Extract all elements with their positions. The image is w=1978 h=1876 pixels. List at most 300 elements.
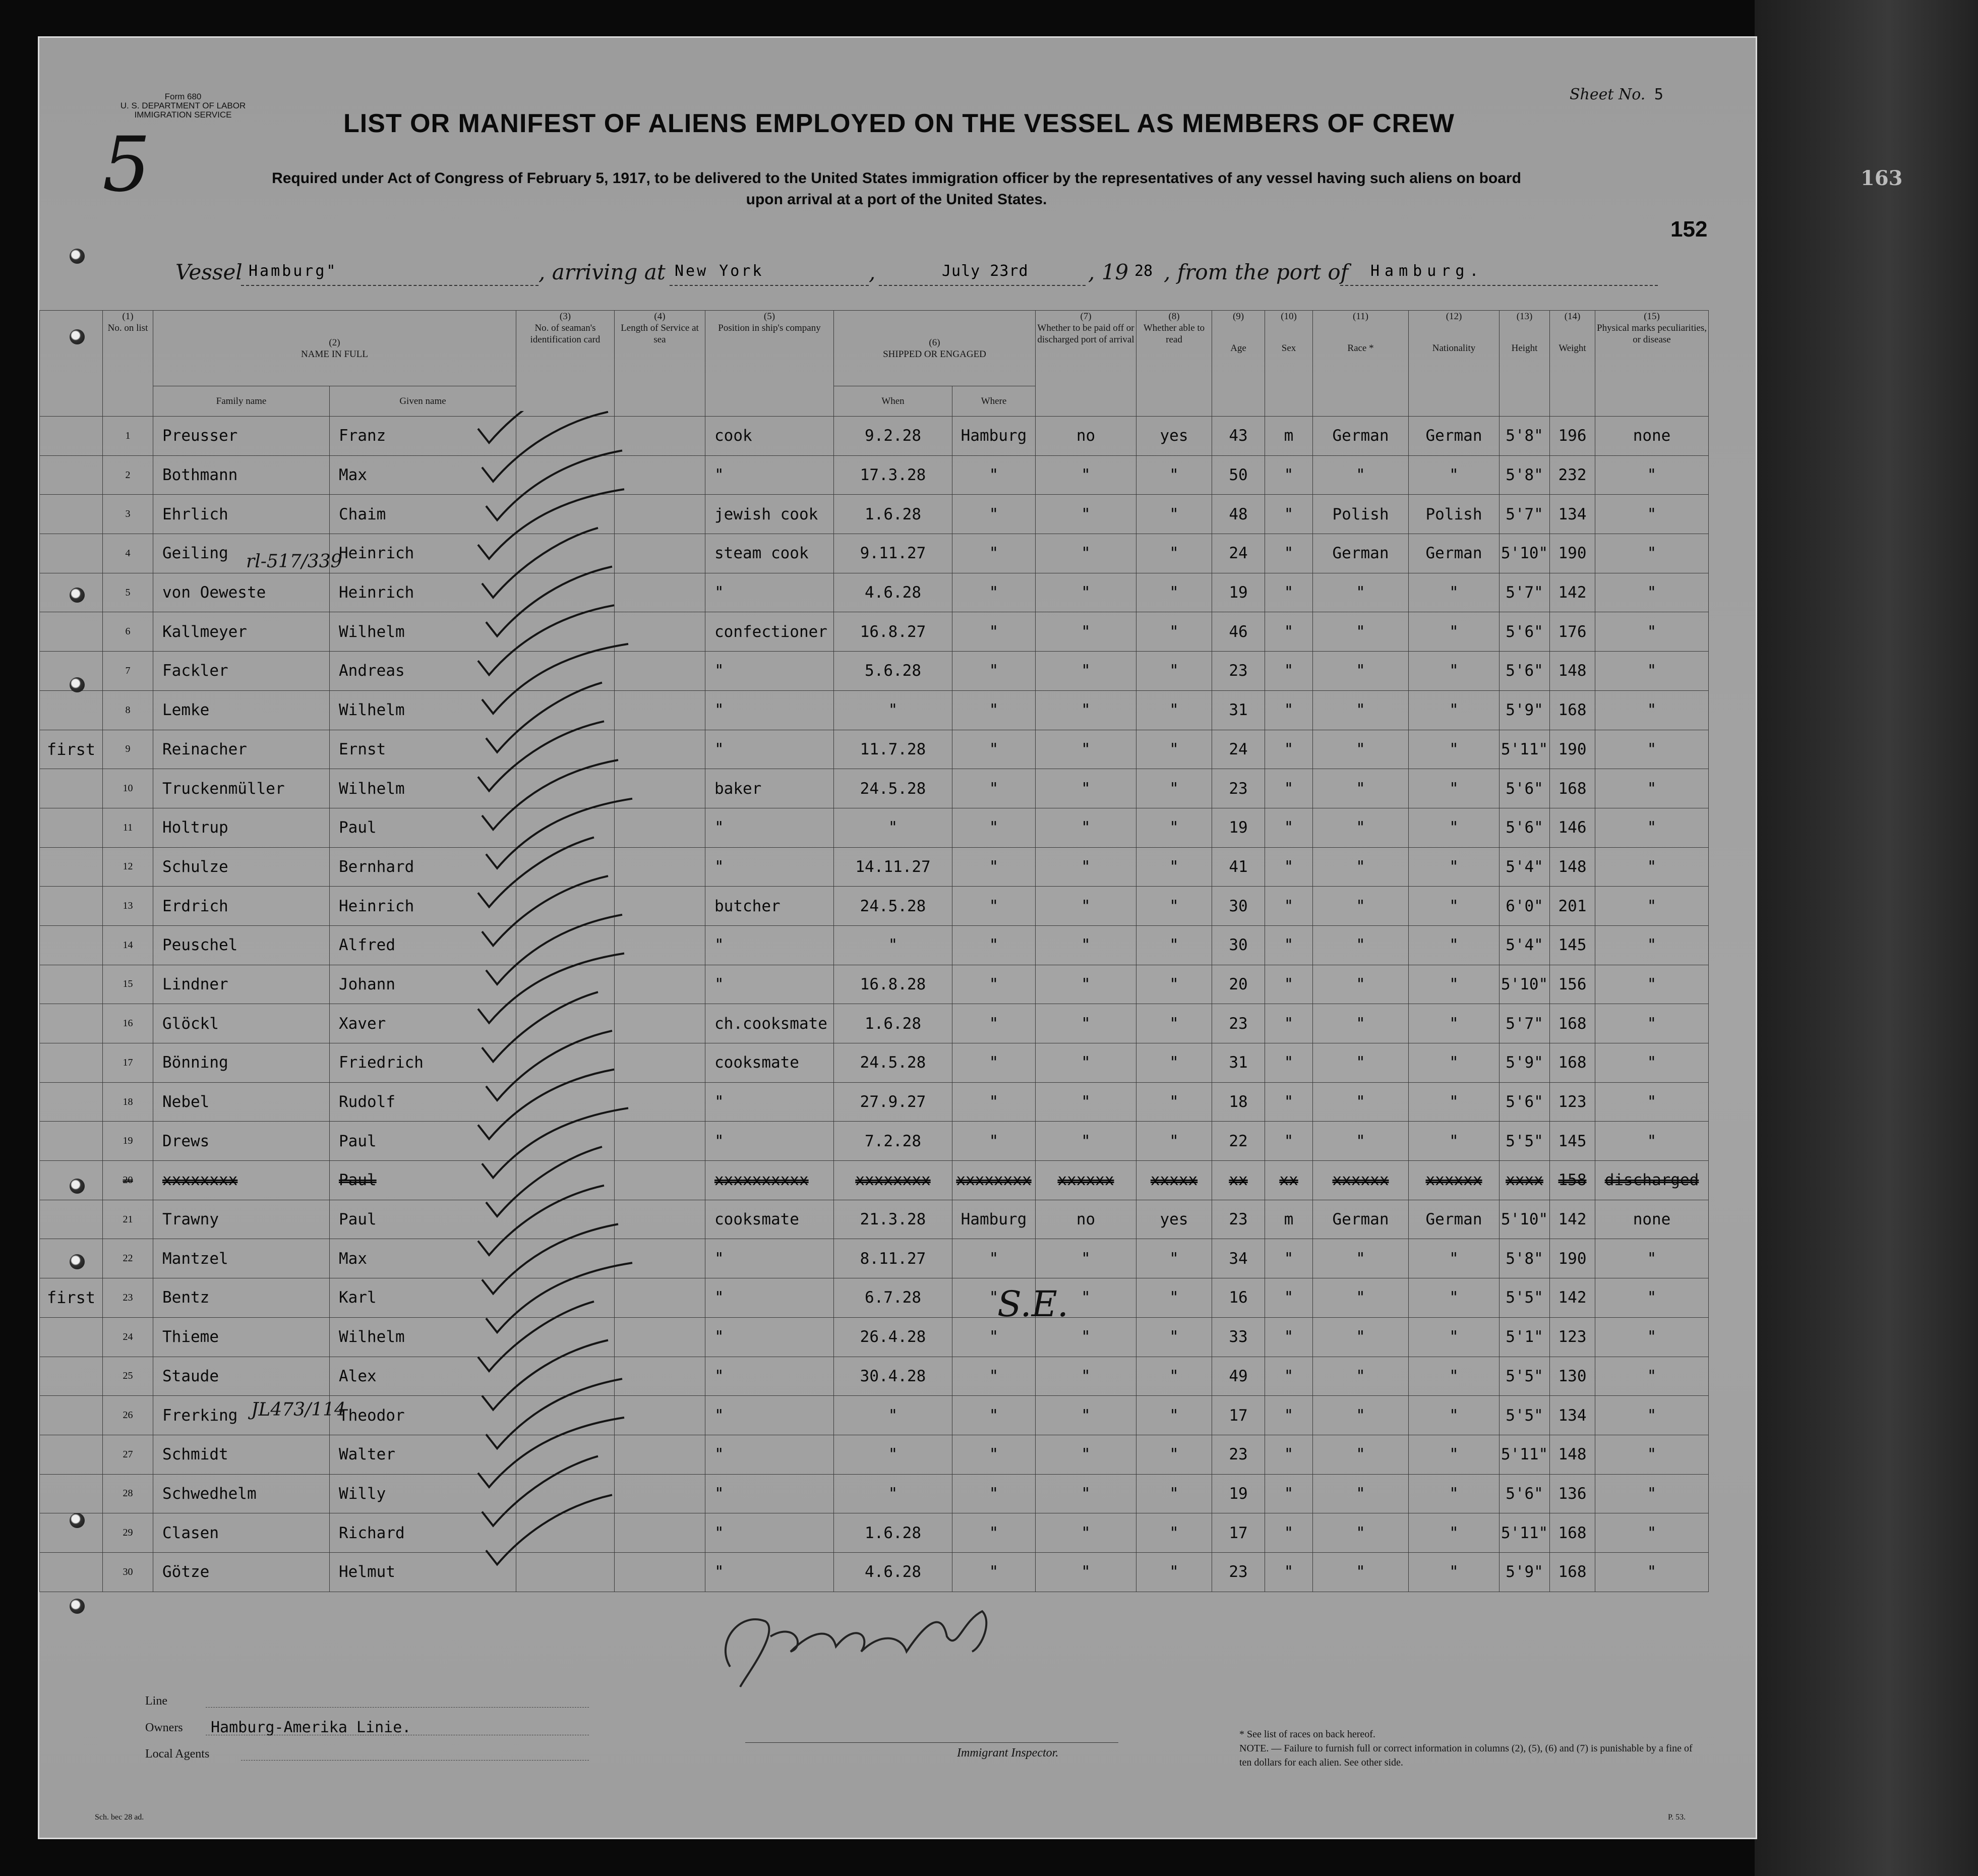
cell-given-name: Xaver: [330, 1004, 516, 1043]
cell-margin-note: first: [40, 1278, 103, 1318]
cell-height: 5'7": [1500, 1004, 1550, 1043]
cell-weight: 123: [1550, 1317, 1595, 1357]
cell-able-to-read: ": [1136, 612, 1212, 652]
cell-paid-off: ": [1036, 495, 1136, 534]
header-row-1: [40, 311, 1709, 386]
table-row: [40, 1513, 1709, 1553]
cell-sex: ": [1265, 1474, 1313, 1513]
cell-physical-marks: ": [1595, 1122, 1709, 1161]
cell-shipped-when: ": [834, 1435, 952, 1474]
cell-position: ch.cooksmate: [705, 1004, 834, 1043]
cell-position: confectioner: [705, 612, 834, 652]
cell-shipped-where: xxxxxxxx: [952, 1161, 1036, 1200]
cell-shipped-when: xxxxxxxx: [834, 1161, 952, 1200]
cell-margin-note: [40, 1082, 103, 1122]
cell-margin-note: [40, 690, 103, 730]
cell-position: butcher: [705, 887, 834, 926]
cell-sex: ": [1265, 1435, 1313, 1474]
cell-given-name: Theodor: [330, 1396, 516, 1435]
cell-position: ": [705, 1552, 834, 1592]
cell-margin-note: [40, 1435, 103, 1474]
binder-hole: [70, 1254, 85, 1269]
cell-position: ": [705, 1278, 834, 1318]
penalty-note: NOTE. — Failure to furnish full or correct information in columns (2), (5), (6) and (7) is punishable by a fine of ten dollars for each alien. See other side.: [1239, 1743, 1693, 1768]
cell-able-to-read: ": [1136, 1004, 1212, 1043]
cell-given-name: Max: [330, 455, 516, 495]
cell-age: 23: [1212, 1004, 1265, 1043]
cell-race: Polish: [1313, 495, 1409, 534]
table-row: [40, 847, 1709, 887]
cell-nationality: ": [1409, 1043, 1500, 1083]
cell-weight: 123: [1550, 1082, 1595, 1122]
cell-shipped-when: 5.6.28: [834, 652, 952, 691]
cell-age: 43: [1212, 417, 1265, 456]
cell-shipped-when: 9.11.27: [834, 534, 952, 573]
check-mark: [482, 876, 608, 946]
cell-shipped-where: Hamburg: [952, 417, 1036, 456]
cell-given-name: Karl: [330, 1278, 516, 1318]
cell-height: 5'4": [1500, 847, 1550, 887]
cell-age: 23: [1212, 1552, 1265, 1592]
subtitle-line-1: Required under Act of Congress of February 5, 1917, to be delivered to the United States immigration officer by the representatives of any vessel having such aliens on board: [272, 170, 1521, 187]
col-service-length-header: (4) Length of Service at sea: [615, 311, 705, 417]
cell-paid-off: ": [1036, 1396, 1136, 1435]
check-marks: [473, 411, 685, 1621]
cell-sex: ": [1265, 612, 1313, 652]
cell-nationality: ": [1409, 1082, 1500, 1122]
page-subtitle: [165, 168, 1628, 210]
sheet-number-label: Sheet No.: [1570, 86, 1646, 103]
cell-nationality: ": [1409, 1474, 1500, 1513]
cell-given-name: Heinrich: [330, 534, 516, 573]
cell-height: 5'1": [1500, 1317, 1550, 1357]
table-row: [40, 690, 1709, 730]
cell-margin-note: [40, 1161, 103, 1200]
cell-able-to-read: ": [1136, 573, 1212, 612]
cell-position: ": [705, 847, 834, 887]
row4-handwritten-note: rl-517/339: [246, 551, 342, 572]
cell-paid-off: ": [1036, 965, 1136, 1004]
margin-handwritten-number: 5: [102, 121, 151, 209]
col-sex-header: (10) Sex: [1265, 311, 1313, 417]
cell-sex: ": [1265, 534, 1313, 573]
cell-shipped-when: 16.8.28: [834, 965, 952, 1004]
cell-able-to-read: ": [1136, 847, 1212, 887]
col-id-card-header: (3) No. of seaman's identification card: [516, 311, 615, 417]
cell-row-number: 25: [103, 1357, 153, 1396]
cell-height: 5'6": [1500, 769, 1550, 808]
table-row: [40, 652, 1709, 691]
col-where-header: Where: [952, 386, 1036, 417]
cell-sex: m: [1265, 1200, 1313, 1239]
cell-weight: 168: [1550, 1004, 1595, 1043]
cell-weight: 176: [1550, 612, 1595, 652]
cell-height: 5'8": [1500, 1239, 1550, 1278]
cell-position: ": [705, 1513, 834, 1553]
table-row: [40, 1239, 1709, 1278]
cell-race: ": [1313, 769, 1409, 808]
cell-shipped-when: 7.2.28: [834, 1122, 952, 1161]
cell-sex: ": [1265, 455, 1313, 495]
col-number-header: (1) No. on list: [103, 311, 153, 417]
binder-hole: [70, 1513, 85, 1528]
check-mark: [478, 837, 594, 907]
cell-age: 18: [1212, 1082, 1265, 1122]
print-code-left: Sch. bec 28 ad.: [95, 1813, 144, 1822]
cell-margin-note: [40, 769, 103, 808]
cell-sex: ": [1265, 1357, 1313, 1396]
cell-shipped-when: 4.6.28: [834, 573, 952, 612]
page-number: 152: [1670, 217, 1708, 242]
cell-position: ": [705, 573, 834, 612]
cell-paid-off: ": [1036, 1357, 1136, 1396]
cell-race: ": [1313, 887, 1409, 926]
cell-given-name: Wilhelm: [330, 769, 516, 808]
cell-physical-marks: ": [1595, 1474, 1709, 1513]
cell-shipped-when: 1.6.28: [834, 1513, 952, 1553]
cell-weight: 134: [1550, 1396, 1595, 1435]
cell-shipped-where: ": [952, 1396, 1036, 1435]
cell-sex: ": [1265, 847, 1313, 887]
race-footnote: * See list of races on back hereof.: [1239, 1729, 1375, 1740]
cell-physical-marks: ": [1595, 1552, 1709, 1592]
cell-height: 5'11": [1500, 1435, 1550, 1474]
cell-given-name: Richard: [330, 1513, 516, 1553]
cell-margin-note: [40, 1200, 103, 1239]
cell-given-name: Helmut: [330, 1552, 516, 1592]
cell-margin-note: [40, 808, 103, 847]
check-mark: [486, 799, 632, 868]
manifest-sheet: Form 680 U. S. DEPARTMENT OF LABOR IMMIGRATION SERVICE 5 Sheet No. 5 LIST OR MANIFEST OF ALIENS EMPLOYED ON THE VESSEL AS MEMBERS OF CREW Required under Act of Congress of February 5, 1917, to be delivered to the United States immigration officer by the representatives of any vessel having such aliens on board upon arrival at a port of the United States. 152 Vessel Hamburg" , arriving at New York , July 23rd , 19 28 , from the port of Hamburg. (1) No. on list (2) NAME IN FULL (3) No. of seaman's identification card (4) Length of Service at sea (5) Position in ship's company (6) SHIPPED OR ENGAGED (7) Whether to be paid off or discharged port of arrival (8) Whether able to read (9) Age (10) Sex (11) Race * (12) Nationality (13) Height (14) Weight (15) Physical marks peculiarities, or disease Family name Given name When Where 1 Preusser Franz cook 9.2.28 Hamburg no yes 43 m German German 5'8" 196 none 2 Bothmann Max " 17.3.28 " " " 50 " " " 5'8" 232 " 3 Ehrlich Chaim jewish cook 1.6.28 " " " 48 " Polish Polish 5'7" 134 " 4 Geiling Heinrich steam cook 9.11.27 " " " 24 " German German 5'10" 190 " 5 von Oeweste Heinrich " 4.6.28 " " " 19 " " " 5'7" 142 " 6 Kallmeyer Wilhelm confectioner 16.8.27 " " " 46 " " " 5'6" 176 " 7 Fackler Andreas " 5.6.28 " " " 23 " " " 5'6" 148 " 8 Lemke Wilhelm " " " " " 31 " " " 5'9" 168 " first 9 Reinacher Ernst " 11.7.28 " " " 24 " " " 5'11" 190 " 10 Truckenmüller Wilhelm baker 24.5.28 " " " 23 " " " 5'6" 168 " 11 Holtrup Paul " " " " " 19 " " " 5'6" 146 " 12 Schulze Bernhard " 14.11.27 " " " 41 " " " 5'4" 148 " 13 Erdrich Heinrich butcher 24.5.28 " " " 30 " " " 6'0" 201 " 14 Peuschel Alfred " " " " " 30 " " " 5'4" 145 " 15 Lindner Johann " 16.8.28 " " " 20 " " " 5'10" 156 " 16 Glöckl Xaver ch.cooksmate 1.6.28 " " " 23 " " " 5'7" 168 " 17 Bönning Friedrich cooksmate 24.5.28 " " " 31 " " " 5'9" 168 " 18 Nebel Rudolf " 27.9.27 " " " 18 " " " 5'6" 123 " 19 Drews Paul " 7.2.28 " " " 22 " " " 5'5" 145 " 20 xxxxxxxx Paul xxxxxxxxxx xxxxxxxx xxxxxxxx xxxxxx xxxxx xx xx xxxxxx xxxxxx xxxx 158 discharged 21 Trawny Paul cooksmate 21.3.28 Hamburg no yes 23 m German German 5'10" 142 none 22 Mantzel Max " 8.11.27 " " " 34 " " " 5'8" 190 " first 23 Bentz Karl " 6.7.28 " " " 16 " " " 5'5" 142 " 24 Thieme Wilhelm " 26.4.28 " " " 33 " " " 5'1" 123 " 25 Staude Alex " 30.4.28 " " " 49 " " " 5'5" 130 " 26 Frerking Theodor " " " " " 17 " " " 5'5" 134 " 27 Schmidt Walter " " " " " 23 " " " 5'11" 148 " 28 Schwedhelm Willy " " " " " 19 " " " 5'6" 136 " 29 Clasen Richard " 1.6.28 " " " 17 " " " 5'11" 168 " 30 Götze Helmut " 4.6.28 " " " 23 " " " 5'9" 168 " rl-517/339 JL473/114 S.E. Line Owners Hamburg-Amerika Linie. Local Agents Immigrant Inspector. * See list of races on back hereof. NOTE. — Failure to furnish full or correct information in columns (2), (5), (6) and (7) is punishable by a fine of ten dollars for each alien. See other side. Sch. bec 28 ad. P. 53.: [38, 36, 1757, 1839]
cell-given-name: Franz: [330, 417, 516, 456]
cell-row-number: 6: [103, 612, 153, 652]
cell-height: 5'9": [1500, 690, 1550, 730]
cell-shipped-when: 6.7.28: [834, 1278, 952, 1318]
cell-shipped-where: ": [952, 1082, 1036, 1122]
cell-shipped-when: ": [834, 808, 952, 847]
cell-physical-marks: ": [1595, 652, 1709, 691]
cell-race: ": [1313, 1513, 1409, 1553]
cell-physical-marks: ": [1595, 769, 1709, 808]
cell-age: 30: [1212, 887, 1265, 926]
cell-paid-off: ": [1036, 1278, 1136, 1318]
check-mark: [482, 528, 598, 598]
cell-able-to-read: ": [1136, 1278, 1212, 1318]
cell-nationality: ": [1409, 769, 1500, 808]
cell-margin-note: [40, 455, 103, 495]
cell-age: 22: [1212, 1122, 1265, 1161]
cell-height: 5'4": [1500, 925, 1550, 965]
cell-able-to-read: ": [1136, 730, 1212, 769]
cell-physical-marks: ": [1595, 1357, 1709, 1396]
cell-family-name: Truckenmüller: [153, 769, 330, 808]
cell-age: 19: [1212, 573, 1265, 612]
cell-able-to-read: ": [1136, 690, 1212, 730]
cell-row-number: 17: [103, 1043, 153, 1083]
cell-family-name: Glöckl: [153, 1004, 330, 1043]
cell-nationality: ": [1409, 1122, 1500, 1161]
cell-paid-off: ": [1036, 808, 1136, 847]
cell-shipped-where: ": [952, 652, 1036, 691]
cell-able-to-read: xxxxx: [1136, 1161, 1212, 1200]
binder-hole: [70, 588, 85, 603]
cell-family-name: Fackler: [153, 652, 330, 691]
cell-position: ": [705, 808, 834, 847]
table-row: [40, 1317, 1709, 1357]
cell-weight: 156: [1550, 965, 1595, 1004]
cell-given-name: Ernst: [330, 730, 516, 769]
cell-able-to-read: ": [1136, 534, 1212, 573]
check-mark: [482, 760, 618, 830]
col-read-header: (8) Whether able to read: [1136, 311, 1212, 417]
cell-family-name: Nebel: [153, 1082, 330, 1122]
cell-able-to-read: ": [1136, 1082, 1212, 1122]
cell-age: 41: [1212, 847, 1265, 887]
cell-shipped-where: ": [952, 1278, 1036, 1318]
cell-physical-marks: ": [1595, 847, 1709, 887]
cell-paid-off: ": [1036, 1122, 1136, 1161]
cell-position: steam cook: [705, 534, 834, 573]
cell-weight: 201: [1550, 887, 1595, 926]
cell-position: ": [705, 1435, 834, 1474]
cell-able-to-read: ": [1136, 925, 1212, 965]
col-position-header: (5) Position in ship's company: [705, 311, 834, 417]
cell-position: cooksmate: [705, 1043, 834, 1083]
cell-race: ": [1313, 1357, 1409, 1396]
arrival-year: 28: [1134, 262, 1153, 280]
cell-family-name: Götze: [153, 1552, 330, 1592]
cell-position: ": [705, 730, 834, 769]
cell-position: ": [705, 925, 834, 965]
cell-height: 5'5": [1500, 1357, 1550, 1396]
cell-age: 33: [1212, 1317, 1265, 1357]
cell-row-number: 19: [103, 1122, 153, 1161]
cell-family-name: Schmidt: [153, 1435, 330, 1474]
cell-paid-off: ": [1036, 1317, 1136, 1357]
cell-family-name: Holtrup: [153, 808, 330, 847]
col-when-header: When: [834, 386, 952, 417]
departure-port: Hamburg.: [1370, 262, 1484, 280]
cell-family-name: Kallmeyer: [153, 612, 330, 652]
cell-height: 5'6": [1500, 808, 1550, 847]
cell-nationality: ": [1409, 808, 1500, 847]
cell-row-number: 18: [103, 1082, 153, 1122]
cell-shipped-where: ": [952, 1474, 1036, 1513]
form-number: Form 680: [164, 92, 202, 101]
cell-nationality: ": [1409, 1278, 1500, 1318]
cell-paid-off: ": [1036, 1513, 1136, 1553]
cell-margin-note: [40, 887, 103, 926]
cell-position: ": [705, 1082, 834, 1122]
cell-row-number: 28: [103, 1474, 153, 1513]
cell-weight: 168: [1550, 1043, 1595, 1083]
cell-able-to-read: ": [1136, 652, 1212, 691]
cell-race: ": [1313, 847, 1409, 887]
cell-age: 30: [1212, 925, 1265, 965]
cell-nationality: German: [1409, 534, 1500, 573]
cell-nationality: ": [1409, 1357, 1500, 1396]
cell-row-number: 16: [103, 1004, 153, 1043]
cell-given-name: Paul: [330, 808, 516, 847]
cell-sex: ": [1265, 1043, 1313, 1083]
cell-physical-marks: ": [1595, 1317, 1709, 1357]
cell-paid-off: ": [1036, 1474, 1136, 1513]
table-row: [40, 1122, 1709, 1161]
cell-position: ": [705, 652, 834, 691]
cell-nationality: ": [1409, 612, 1500, 652]
cell-age: 19: [1212, 1474, 1265, 1513]
cell-race: German: [1313, 417, 1409, 456]
table-row: [40, 1161, 1709, 1200]
binder-hole: [70, 677, 85, 692]
cell-sex: ": [1265, 730, 1313, 769]
cell-able-to-read: ": [1136, 455, 1212, 495]
immigrant-inspector-label: Immigrant Inspector.: [957, 1746, 1059, 1760]
cell-position: ": [705, 1239, 834, 1278]
cell-shipped-when: 24.5.28: [834, 769, 952, 808]
cell-family-name: Bentz: [153, 1278, 330, 1318]
cell-margin-note: [40, 1552, 103, 1592]
cell-margin-note: [40, 1004, 103, 1043]
cell-shipped-where: ": [952, 1239, 1036, 1278]
cell-given-name: Andreas: [330, 652, 516, 691]
cell-row-number: 3: [103, 495, 153, 534]
vessel-label: Vessel: [175, 260, 243, 284]
cell-row-number: 5: [103, 573, 153, 612]
cell-able-to-read: ": [1136, 1317, 1212, 1357]
cell-sex: ": [1265, 808, 1313, 847]
check-mark: [478, 1186, 604, 1255]
cell-margin-note: first: [40, 730, 103, 769]
cell-paid-off: no: [1036, 417, 1136, 456]
cell-given-name: Wilhelm: [330, 690, 516, 730]
table-row: [40, 769, 1709, 808]
cell-given-name: Paul: [330, 1161, 516, 1200]
cell-shipped-where: ": [952, 1552, 1036, 1592]
cell-margin-note: [40, 965, 103, 1004]
cell-family-name: von Oeweste: [153, 573, 330, 612]
cell-able-to-read: yes: [1136, 417, 1212, 456]
check-mark: [478, 605, 614, 675]
cell-race: German: [1313, 1200, 1409, 1239]
cell-row-number: 9: [103, 730, 153, 769]
cell-family-name: Bothmann: [153, 455, 330, 495]
cell-family-name: Preusser: [153, 417, 330, 456]
year-prefix: , 19: [1088, 260, 1129, 284]
cell-age: 23: [1212, 652, 1265, 691]
cell-sex: ": [1265, 690, 1313, 730]
cell-weight: 145: [1550, 925, 1595, 965]
cell-shipped-where: ": [952, 495, 1036, 534]
cell-height: 5'7": [1500, 495, 1550, 534]
cell-sex: xx: [1265, 1161, 1313, 1200]
cell-race: German: [1313, 534, 1409, 573]
cell-row-number: 22: [103, 1239, 153, 1278]
cell-paid-off: ": [1036, 1082, 1136, 1122]
cell-given-name: Chaim: [330, 495, 516, 534]
cell-row-number: 2: [103, 455, 153, 495]
check-mark: [486, 683, 602, 752]
cell-weight: 145: [1550, 1122, 1595, 1161]
cell-shipped-when: 30.4.28: [834, 1357, 952, 1396]
cell-row-number: 23: [103, 1278, 153, 1318]
table-row: [40, 1552, 1709, 1592]
owners-label: Owners: [145, 1721, 183, 1734]
col-nationality-header: (12) Nationality: [1409, 311, 1500, 417]
cell-position: ": [705, 1317, 834, 1357]
cell-height: 5'5": [1500, 1122, 1550, 1161]
arrival-date: July 23rd: [942, 262, 1029, 280]
check-mark: [486, 1495, 612, 1564]
cell-nationality: German: [1409, 417, 1500, 456]
col-family-name-header: Family name: [153, 386, 330, 417]
cell-race: ": [1313, 1082, 1409, 1122]
cell-able-to-read: yes: [1136, 1200, 1212, 1239]
cell-shipped-where: ": [952, 808, 1036, 847]
cell-age: 17: [1212, 1513, 1265, 1553]
cell-able-to-read: ": [1136, 1357, 1212, 1396]
cell-weight: 232: [1550, 455, 1595, 495]
cell-position: ": [705, 1474, 834, 1513]
cell-age: 50: [1212, 455, 1265, 495]
cell-given-name: Paul: [330, 1200, 516, 1239]
cell-race: ": [1313, 1435, 1409, 1474]
cell-family-name: Reinacher: [153, 730, 330, 769]
cell-given-name: Bernhard: [330, 847, 516, 887]
cell-race: ": [1313, 1278, 1409, 1318]
owners-value: Hamburg-Amerika Linie.: [211, 1719, 411, 1736]
cell-age: 34: [1212, 1239, 1265, 1278]
cell-nationality: ": [1409, 652, 1500, 691]
cell-position: ": [705, 965, 834, 1004]
cell-physical-marks: ": [1595, 1082, 1709, 1122]
col-weight-header: (14) Weight: [1550, 311, 1595, 417]
cell-nationality: xxxxxx: [1409, 1161, 1500, 1200]
cell-shipped-where: ": [952, 455, 1036, 495]
cell-height: 5'6": [1500, 1082, 1550, 1122]
cell-shipped-where: ": [952, 847, 1036, 887]
cell-shipped-when: 24.5.28: [834, 887, 952, 926]
cell-paid-off: ": [1036, 1043, 1136, 1083]
cell-paid-off: ": [1036, 730, 1136, 769]
cell-margin-note: [40, 1122, 103, 1161]
cell-weight: 142: [1550, 573, 1595, 612]
cell-weight: 190: [1550, 730, 1595, 769]
cell-race: ": [1313, 730, 1409, 769]
subtitle-line-2: upon arrival at a port of the United States.: [746, 191, 1047, 208]
cell-weight: 148: [1550, 847, 1595, 887]
cell-position: baker: [705, 769, 834, 808]
service-name: IMMIGRATION SERVICE: [134, 110, 232, 120]
col-name-header: (2) NAME IN FULL: [153, 311, 516, 386]
cell-age: 20: [1212, 965, 1265, 1004]
cell-nationality: ": [1409, 1004, 1500, 1043]
cell-position: jewish cook: [705, 495, 834, 534]
binder-hole: [70, 249, 85, 264]
cell-physical-marks: ": [1595, 1513, 1709, 1553]
cell-able-to-read: ": [1136, 1396, 1212, 1435]
cell-shipped-where: ": [952, 1513, 1036, 1553]
footnote: [1239, 1727, 1693, 1770]
cell-race: ": [1313, 925, 1409, 965]
cell-able-to-read: ": [1136, 887, 1212, 926]
cell-height: 5'6": [1500, 652, 1550, 691]
cell-physical-marks: ": [1595, 1043, 1709, 1083]
cell-row-number: 8: [103, 690, 153, 730]
col-age-header: (9) Age: [1212, 311, 1265, 417]
cell-age: 24: [1212, 534, 1265, 573]
cell-row-number: 24: [103, 1317, 153, 1357]
